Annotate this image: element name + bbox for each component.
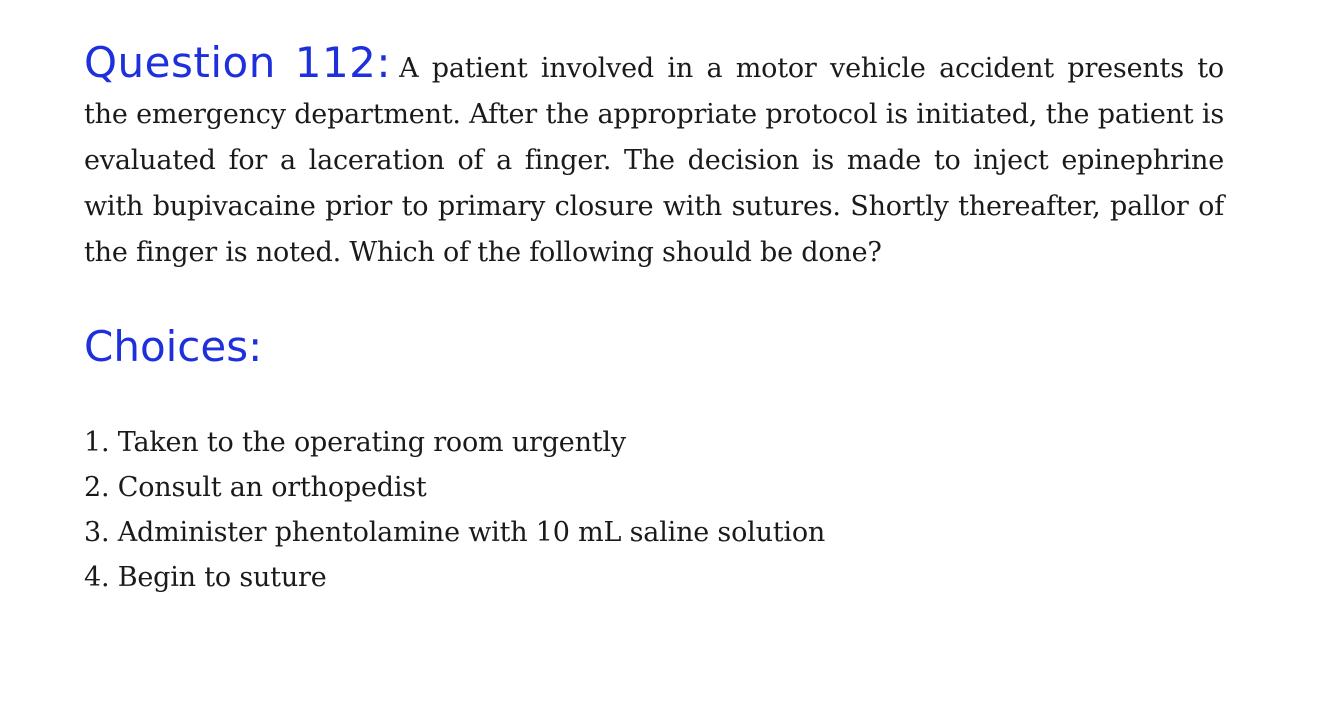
choice-item-2: 2. Consult an orthopedist bbox=[84, 472, 427, 503]
question-block bbox=[84, 40, 1224, 276]
choices-heading: Choices: bbox=[84, 322, 263, 371]
choice-item-4: 4. Begin to suture bbox=[84, 562, 327, 593]
choices-list bbox=[84, 420, 825, 600]
question-page bbox=[84, 38, 1224, 593]
question-text: A patient involved in a motor vehicle accident presents to the emergency department. After the appropriate protocol is initiated, the patient is evaluated for a laceration of a finger. The decision is made to inject epinephrine with bupivacaine prior to primary closure with sutures. Shortly thereafter, pallor of the finger is noted. Which of the following should be done? bbox=[84, 53, 1224, 268]
choice-item-3: 3. Administer phentolamine with 10 mL saline solution bbox=[84, 517, 826, 548]
question-label: Question 112: bbox=[84, 38, 392, 87]
choice-item-1: 1. Taken to the operating room urgently bbox=[84, 427, 626, 458]
